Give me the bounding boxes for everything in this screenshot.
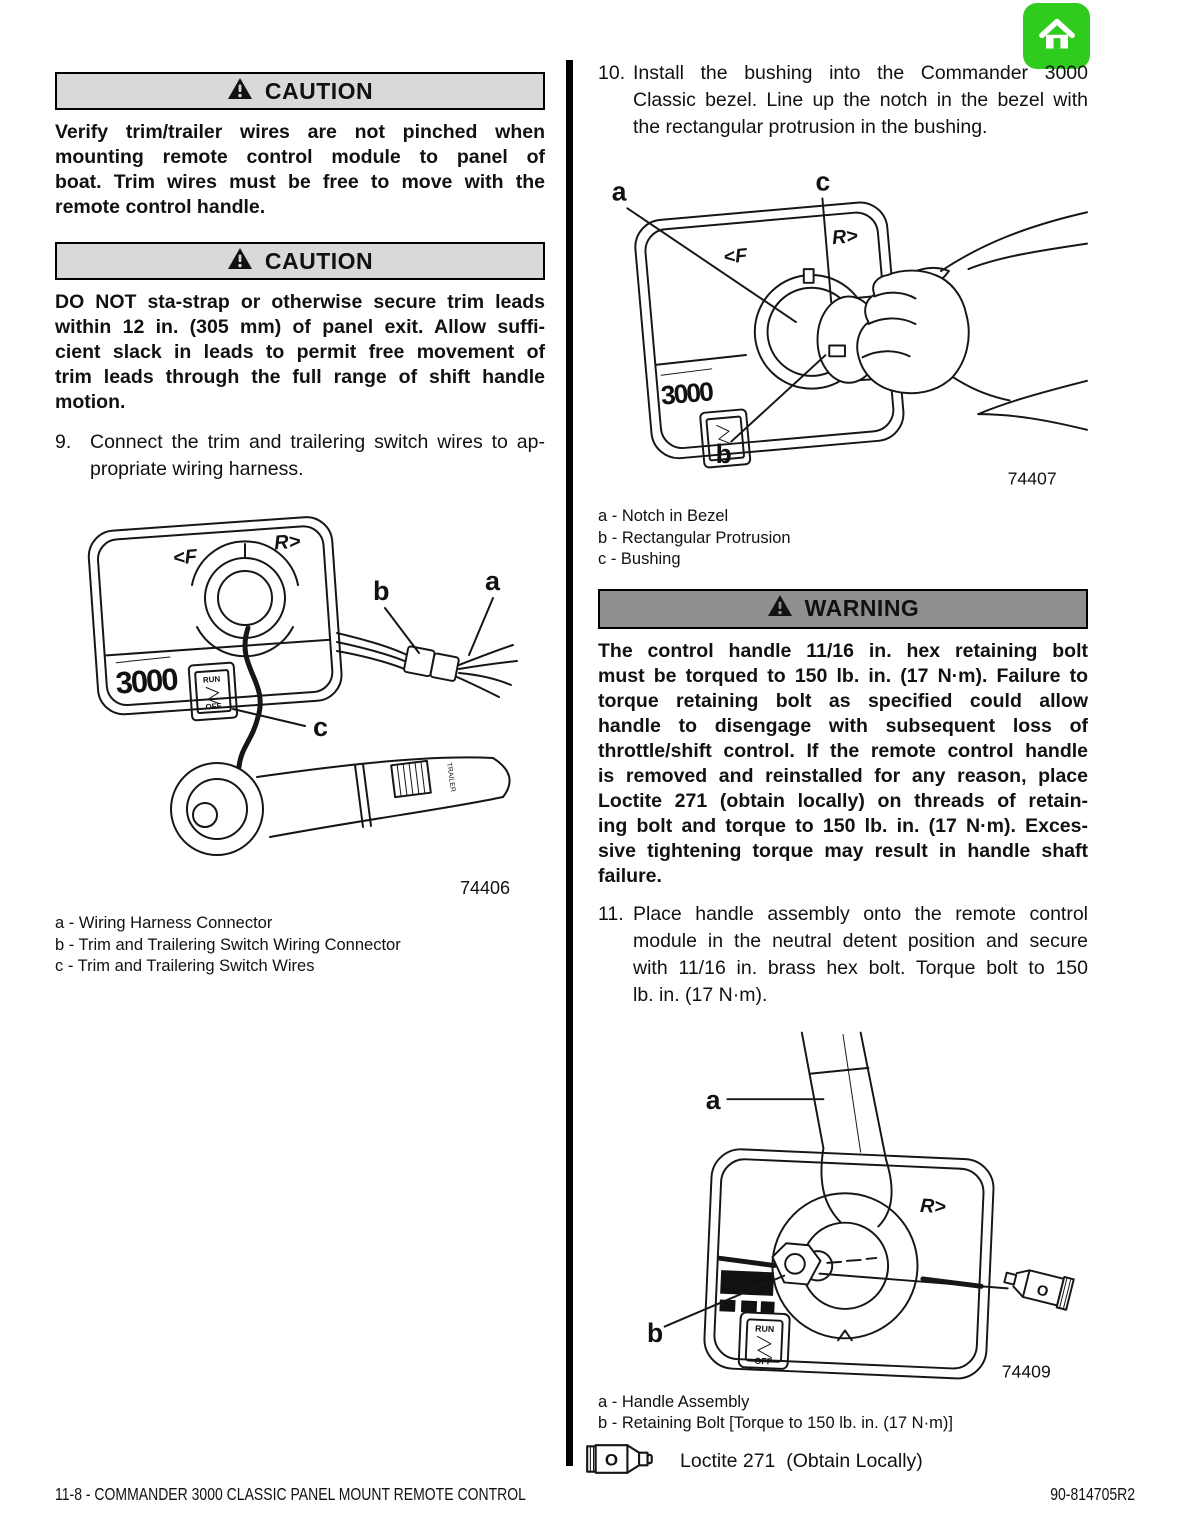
loctite-note [584, 1441, 1088, 1482]
caution-box-1 [55, 72, 545, 110]
warning-triangle-icon [227, 77, 253, 106]
footer-page-title: 11-8 - COMMANDER 3000 CLASSIC PANEL MOUNT REMOTE CONTROL [55, 1484, 526, 1504]
step-text [90, 429, 545, 483]
text-line: is removed and reinstalled for any reason, place [598, 764, 1088, 787]
column-divider-bar [566, 60, 573, 1466]
svg-text:OFF: OFF [754, 1355, 773, 1367]
warning-triangle-icon [227, 247, 253, 276]
figure-74406-captions [55, 913, 545, 978]
loctite-tube-icon [584, 1441, 656, 1482]
right-column [598, 60, 1088, 1482]
figure-74406 [55, 495, 545, 905]
text-line: b - Trim and Trailering Switch Wiring Connector [55, 935, 401, 954]
home-icon [1034, 12, 1080, 61]
bezel-panel-drawing [612, 167, 1087, 489]
figure-number: 74406 [459, 878, 510, 898]
text-line: propriate wiring harness. [90, 458, 304, 480]
svg-text:O: O [1034, 1281, 1050, 1301]
step-text [633, 901, 1088, 1009]
text-line: motion. [55, 391, 126, 413]
text-line: module in the neutral detent position and secure [633, 929, 1088, 952]
text-line: DO NOT sta-strap or otherwise secure trim leads [55, 291, 545, 313]
svg-text:3000: 3000 [659, 376, 714, 411]
warning-triangle-icon [767, 594, 793, 623]
switch-wires [337, 633, 407, 670]
wiring-connectors [404, 646, 460, 681]
text-line: c - Bushing [598, 550, 681, 568]
figure-label-b: b [373, 576, 390, 606]
text-line: the rectangular protrusion in the bushing. [633, 116, 988, 138]
figure-label-c: c [313, 712, 329, 742]
figure-74407 [598, 150, 1088, 500]
svg-text:<F: <F [172, 545, 198, 570]
text-line: b - Rectangular Protrusion [598, 528, 791, 547]
caution-title: CAUTION [264, 77, 374, 104]
wire-ends [457, 645, 517, 697]
svg-text:R>: R> [831, 224, 859, 250]
figure-label-a: a [705, 1084, 721, 1115]
text-line: a - Notch in Bezel [598, 507, 729, 525]
caution-box-2 [55, 242, 545, 280]
loctite-tube [1002, 1263, 1074, 1310]
handle-shaft [802, 1032, 892, 1226]
warning-title: WARNING [804, 595, 920, 621]
text-line: Classic bezel. Line up the notch in the bezel with [633, 89, 1088, 111]
text-line: The control handle 11/16 in. hex retaining bolt [598, 639, 1088, 662]
svg-text:R>: R> [919, 1194, 947, 1218]
svg-text:OFF: OFF [205, 701, 222, 712]
text-line: mounting remote control module to panel of [55, 146, 545, 168]
step-10 [598, 60, 1088, 141]
text-line: handle to disengage with subsequent loss of [598, 714, 1088, 737]
warning-box [598, 589, 1088, 629]
figure-number: 74407 [1007, 468, 1057, 489]
retaining-bolt [772, 1243, 832, 1284]
handle-assembly-drawing [647, 1032, 1074, 1381]
figure-number: 74409 [1001, 1361, 1051, 1382]
text-line: c - Trim and Trailering Switch Wires [55, 957, 315, 975]
svg-text:O: O [604, 1449, 619, 1469]
step-text [633, 60, 1088, 141]
figure-label-b: b [715, 439, 732, 470]
figure-label-a: a [485, 566, 501, 596]
text-line: lb. in. (17 N·m). [633, 983, 768, 1006]
step-number: 10. [598, 62, 626, 84]
text-line: ing bolt and torque to 150 lb. in. (17 N·m). Exces- [598, 814, 1088, 837]
svg-text:RUN: RUN [202, 674, 221, 685]
figure-74409-captions [598, 1392, 1088, 1435]
svg-text:TRAILER: TRAILER [445, 762, 457, 793]
step-9 [55, 429, 545, 483]
text-line: cient slack in leads to permit free movement of [55, 341, 545, 363]
text-line: a - Handle Assembly [598, 1392, 750, 1411]
text-line: a - Wiring Harness Connector [55, 914, 273, 932]
warning-text [598, 639, 1088, 889]
text-line: within 12 in. (305 mm) of panel exit. Allow suffi- [55, 316, 545, 338]
text-line: must be torqued to 150 lb. in. (17 N·m). Failure to [598, 664, 1088, 687]
text-line: torque retaining bolt as specified could allow [598, 689, 1088, 712]
step-number: 11. [598, 902, 624, 925]
text-line: with 11/16 in. brass hex bolt. Torque bolt to 150 [633, 956, 1088, 979]
text-line: Install the bushing into the Commander 3000 [633, 62, 1088, 84]
figure-74407-captions [598, 506, 1088, 571]
control-panel-drawing [87, 515, 517, 898]
run-off-switch [189, 663, 238, 721]
left-column [55, 72, 545, 978]
handle-grip [257, 757, 510, 837]
loctite-note-text: Loctite 271 (Obtain Locally) [680, 1449, 923, 1472]
handle-eyelet [171, 763, 263, 855]
svg-text:3000: 3000 [114, 661, 178, 701]
text-line: Place handle assembly onto the remote control [633, 902, 1088, 925]
footer-doc-number: 90-814705R2 [1050, 1484, 1135, 1504]
step-11 [598, 901, 1088, 1009]
figure-label-c: c [815, 166, 831, 197]
text-line: failure. [598, 864, 662, 887]
svg-text:RUN: RUN [754, 1322, 775, 1334]
text-line: remote control handle. [55, 196, 266, 218]
figure-label-b: b [647, 1317, 664, 1348]
text-line: trim leads through the full range of shift handle [55, 366, 545, 388]
center-dashes [827, 1257, 876, 1262]
text-line: throttle/shift control. If the remote control handle [598, 739, 1088, 762]
caution-text-2 [55, 290, 545, 415]
caution-text-1 [55, 120, 545, 220]
text-line: b - Retaining Bolt [Torque to 150 lb. in. (17 N·m)] [598, 1414, 953, 1432]
text-line: Connect the trim and trailering switch wires to ap- [90, 431, 545, 453]
text-line: boat. Trim wires must be free to move with the [55, 171, 545, 193]
step-number: 9. [55, 431, 72, 453]
text-line: Verify trim/trailer wires are not pinched when [55, 121, 545, 143]
svg-text:R>: R> [273, 530, 302, 555]
text-line: Loctite 271 (obtain locally) on threads of retain- [598, 789, 1088, 812]
caution-title: CAUTION [264, 247, 374, 274]
figure-label-a: a [611, 176, 627, 207]
figure-74409 [598, 1027, 1088, 1392]
svg-text:<F: <F [722, 244, 748, 269]
text-line: sive tightening torque may result in handle shaft [598, 839, 1088, 862]
